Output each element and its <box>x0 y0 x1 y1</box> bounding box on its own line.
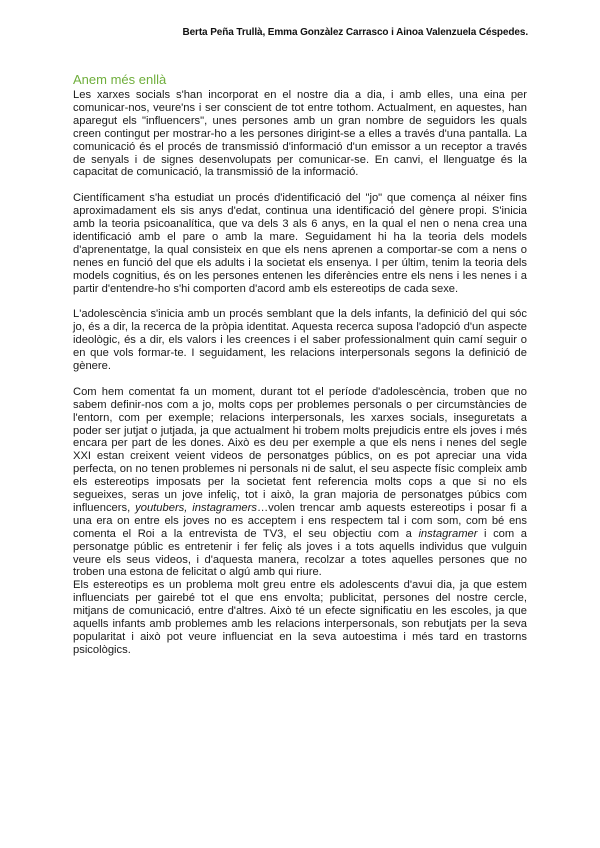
paragraph-3: L'adolescència s'inicia amb un procés semblant que la dels infants, la definició del qui sóc jo, és a dir, la recerca de la pròpia identitat. Aquesta recerca suposa l'adopció d'un aspecte ideològic, és a dir, els valors i les creences i el saber professionalment quin camí seguir o en que vols formar-te. I seguidament, les relacions interpersonals segons la definició de gènere. <box>73 308 527 372</box>
paragraph-4-part-1: Com hem comentat fa un moment, durant tot el període d'adolescència, troben que no sabem definir-nos com a jo, molts cops per problemes personals o per circumstàncies de l'entorn, com per exemple; relacions interpersonals, les xarxes socials, inseguretats a poder ser jutjat o jutjada, ja que actualment hi trobem molts prejudicis entre els joves i més encara per part de les dones. Això es deu per exemple a que els nens i nenes del segle XXI estan creixent veient videos de personatges públics, on es pot apreciar una vida perfecta, on no tenen problemes ni personals ni de salut, el seu aspecte físic compleix amb els estereotips imposats per la societat fent referencia molts cops a que si no els segueixes, seras un jove infeliç, tot i això, la gran majoria de personatges púbics com influencers, <box>73 385 527 514</box>
page-header-authors: Berta Peña Trullà, Emma Gonzàlez Carrasco i Ainoa Valenzuela Céspedes. <box>182 27 528 38</box>
paragraph-5: Els estereotips es un problema molt greu entre els adolescents d'avui dia, ja que estem influenciats per gairebé tot el que ens envolta; publicitat, persones del nostre cercle, mitjans de comunicació, entre d'altres. Això té un efecte significatiu en les escoles, ja que aquells infants amb problemes amb les relacions interpersonals, son rebutjats per la seva popularitat i això pot veure influenciat en la seva autoestima i més tard en trastorns psicològics. <box>73 579 527 656</box>
paragraph-4-part-2: …volen trencar amb aquests estereotips i posar fi a una era on entre els joves no es acceptem i ens respectem tal i com som, com bé ens comenta el Roi a la entrevista de TV3, el seu objectiu com a <box>73 501 528 540</box>
paragraph-4-part-3: i com a personatge públic es entretenir i fer feliç als joves i a tots aquells individus que vulguin veure els seus videos, i d'aquesta manera, recolzar a totes aquelles persones que no troben una estona de felicitat o algú amb qui riure. <box>73 527 527 579</box>
paragraph-4 <box>73 386 527 580</box>
paragraph-1: Les xarxes socials s'han incorporat en el nostre dia a dia, i amb elles, una eina per comunicar-nos, veure'ns i ser conscient de tot entre tothom. Actualment, en aquestes, han aparegut els "influencers", unes persones amb un gran nombre de seguidors les quals creen contingut per mostrar-ho a les persones dirigint-se a elles a través d'una pantalla. La comunicació és el procés de transmissió d'informació d'un emissor a un receptor a través de senyals i de signes desenvolupats per comunicar-se. En canvi, el llenguatge és la capacitat de comunicació, la transmissió de la informació. <box>73 89 527 179</box>
paragraph-4-emphasis-2: instagramer <box>418 527 478 540</box>
document-body <box>73 72 527 657</box>
paragraph-4-emphasis-1: youtubers, instagramers <box>135 501 257 514</box>
paragraph-2: Científicament s'ha estudiat un procés d'identificació del "jo" que comença al néixer fins aproximadament els sis anys d'edat, continua una identificació del gènere propi. S'inicia amb la teoria psicoanalítica, que va dels 3 als 6 anys, en la qual el nen o nena crea una identificació amb el pare o amb la mare. Seguidament hi ha la teoria dels models d'aprenentatge, la qual consisteix en que els nens aprenen a comportar-se com a nens o nenes en funció del que els adults i la societat els ensenya. I per últim, tenim la teoria dels models cognitius, és on les persones entenen les diferències entre els nens i les nenes i a partir d'entendre-ho s'hi comporten d'acord amb els estereotips de cada sexe. <box>73 192 527 295</box>
section-title: Anem més enllà <box>73 72 167 87</box>
